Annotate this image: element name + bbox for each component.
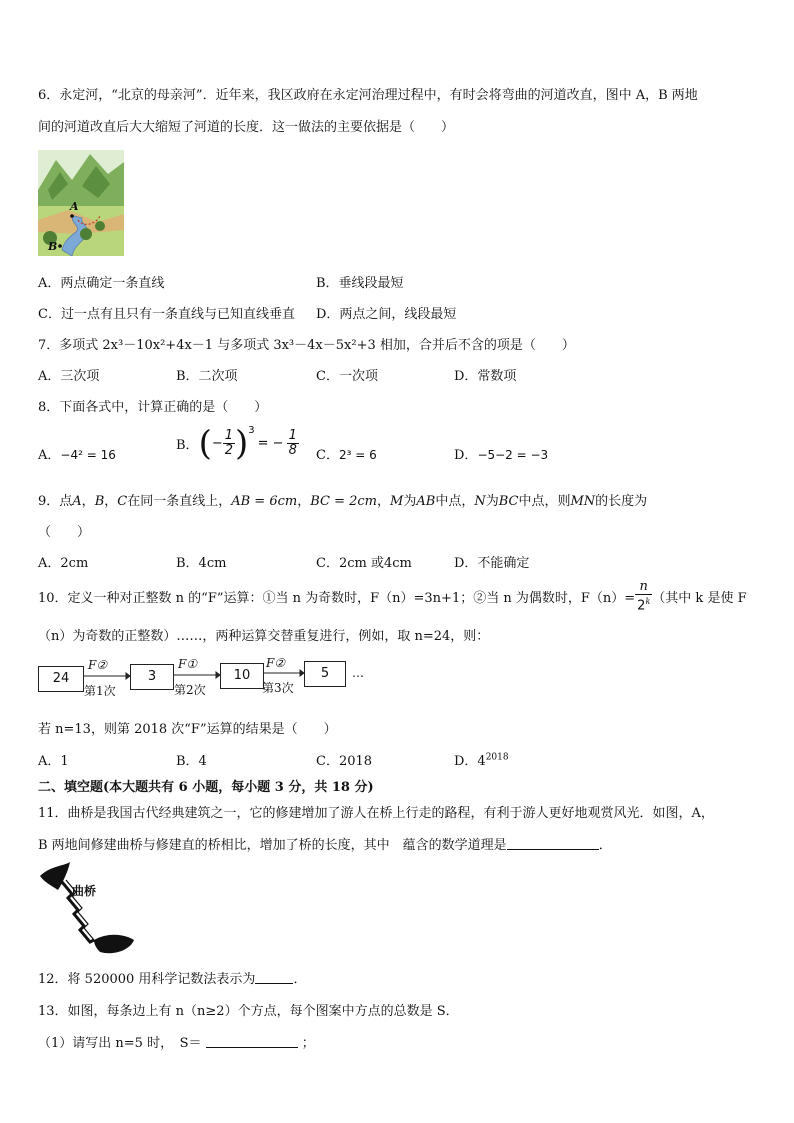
q11-text: B 两地间修建曲桥与修建直的桥相比，增加了桥的长度，其中 蕴含的数学道理是 [38,838,507,853]
q8-option-c [316,444,377,463]
q10-stem-line2: （n）为奇数的正整数）……，两种运算交替重复进行，例如，取 n=24，则： [38,629,490,644]
q13-text: ； [301,1036,315,1051]
q12-text: 12．将 520000 用科学记数法表示为 [38,972,256,987]
q6-option-d: D．两点之间，线段最短 [316,307,457,322]
q9-text: ， [297,494,311,509]
q10-option-b: B．4 [176,754,207,769]
q9-text: 中点， [435,494,475,509]
q13-sub1 [38,1032,315,1051]
q6-option-c: C．过一点有且只有一条直线与已知直线垂直 [38,307,295,322]
q9-text: 为 [403,494,417,509]
q10-text: （其中 k 是使 F [652,591,747,607]
q9-text: 9．点 [38,494,73,509]
q6-option-a: A．两点确定一条直线 [38,276,165,291]
q12-stem [38,968,306,987]
q8-option-c-expr: 2³ = 6 [338,448,377,462]
q12-answer-blank[interactable] [255,971,293,984]
q9-option-a: A．2cm [38,556,89,571]
q8-option-b-minus: − [211,436,223,451]
section-2-heading: 二、填空题(本大题共有 6 小题，每小题 3 分，共 18 分) [38,780,374,795]
q9-point-n: N [474,494,486,509]
q8-option-a-expr: −4² = 16 [60,448,116,462]
q10-flow-diagram [38,656,366,700]
q13-stem: 13．如图，每条边上有 n（n≥2）个方点，每个图案中方点的总数是 S． [38,1004,459,1019]
q9-text: 中点，则 [518,494,571,509]
q8-option-d-expr: −5−2 = −3 [477,448,549,462]
q8-option-d [454,444,548,463]
q9-point-c: C [117,494,128,509]
q8-option-b: B．(− $\frac{1}{2}$ )$^3$= − $\frac{1}{8}$ [176,423,297,464]
q8-option-b-exp: 3 [248,425,255,436]
q7-option-b: B．二次项 [176,369,238,384]
q9-segment-bc: BC [498,494,519,509]
q9-bc-length: BC = 2cm [310,494,378,509]
q12-text: ． [293,972,307,987]
q10-frac-den: 2 [637,598,646,614]
flow-box-10: 10 [220,663,264,689]
q11-answer-blank[interactable] [507,837,599,850]
flow-box-5: 5 [304,661,346,687]
q8-option-b-den: 2 [224,443,234,458]
q11-text: ． [598,838,612,853]
q8-option-a [38,444,116,463]
q10-stem-line3: 若 n=13，则第 2018 次“F”运算的结果是（ ） [38,722,337,737]
river-landscape-image [38,150,124,256]
q10-option-d-base: D．4 [454,754,486,769]
q8-option-b-label: B． [176,438,199,453]
q9-text: ， [104,494,118,509]
q10-option-a: A．1 [38,754,69,769]
zigzag-bridge-image [38,860,138,960]
q7-option-a: A．三次项 [38,369,100,384]
q11-stem-line1: 11．曲桥是我国古代经典建筑之一，它的修建增加了游人在桥上行走的路程，有利于游人更好地观赏风光．如图，A， [38,806,714,821]
q13-answer-blank[interactable] [206,1035,298,1048]
q8-option-b-rnum: 1 [288,428,297,443]
q9-point-a: A [72,494,82,509]
q9-option-c: C．2cm 或4cm [316,556,412,571]
q10-option-c: C．2018 [316,754,373,769]
q6-stem-line1: 6．永定河，“北京的母亲河”．近年来，我区政府在永定河治理过程中，有时会将弯曲的河道改直，图中 A，B 两地 [38,88,698,103]
q8-stem: 8．下面各式中，计算正确的是（ ） [38,400,268,415]
q7-stem: 7．多项式 2x³－10x²+4x－1 与多项式 3x³－4x－5x²+3 相加，合并后不含的项是（ ） [38,338,575,353]
q9-text: ， [81,494,95,509]
q9-text: 在同一条直线上， [127,494,232,509]
flow-ellipsis: … [352,666,364,680]
q13-text: （1）请写出 n=5 时， S＝ [38,1036,202,1051]
point-b-label: B [48,240,58,253]
q9-ab-length: AB = 6cm [231,494,298,509]
flow-box-24: 24 [38,666,84,692]
q9-option-b: B．4cm [176,556,227,571]
q9-segment-mn: MN [570,494,596,509]
q7-option-c: C．一次项 [316,369,378,384]
q8-option-c-label: C． [316,448,339,463]
q7-option-d: D．常数项 [454,369,517,384]
flow-box-3: 3 [130,664,174,690]
q10-stem-line1 [38,580,747,616]
q10-frac-exp: k [645,597,651,606]
arrow3-bottom-label: 第3次 [262,681,294,695]
arrow1-top-label: F② [88,658,108,672]
q9-text: 为 [485,494,499,509]
q9-stem-line2: （ ） [38,525,91,540]
arrow2-bottom-label: 第2次 [174,683,206,697]
q8-option-d-label: D． [454,448,478,463]
q10-option-d-exp: 2018 [485,752,509,763]
q8-option-b-num: 1 [224,428,234,443]
q9-text: 的长度为 [595,494,648,509]
q11-stem-line2 [38,834,612,853]
bridge-label: 曲桥 [72,884,97,898]
q9-point-b: B [94,494,105,509]
q8-option-a-label: A． [38,448,61,463]
q10-text: 10．定义一种对正整数 n 的“F”运算：①当 n 为奇数时，F（n）=3n+1；②当 n 为偶数时，F（n）= [38,591,636,607]
q10-frac-num: n [635,580,652,595]
q9-text: ， [377,494,391,509]
q6-stem-line2: 间的河道改直后大大缩短了河道的长度．这一做法的主要依据是（ ） [38,120,455,135]
q6-option-b: B．垂线段最短 [316,276,404,291]
q9-option-d: D．不能确定 [454,556,530,571]
q8-option-b-eq: = − [257,436,284,451]
q9-point-m: M [390,494,404,509]
arrow1-bottom-label: 第1次 [84,684,116,698]
q10-option-d [454,750,509,769]
q8-option-b-rden: 8 [288,443,297,458]
q9-stem-line1 [38,490,647,509]
arrow2-top-label: F① [178,657,198,671]
arrow3-top-label: F② [266,656,286,670]
point-a-label: A [70,200,79,213]
q9-segment-ab: AB [416,494,436,509]
